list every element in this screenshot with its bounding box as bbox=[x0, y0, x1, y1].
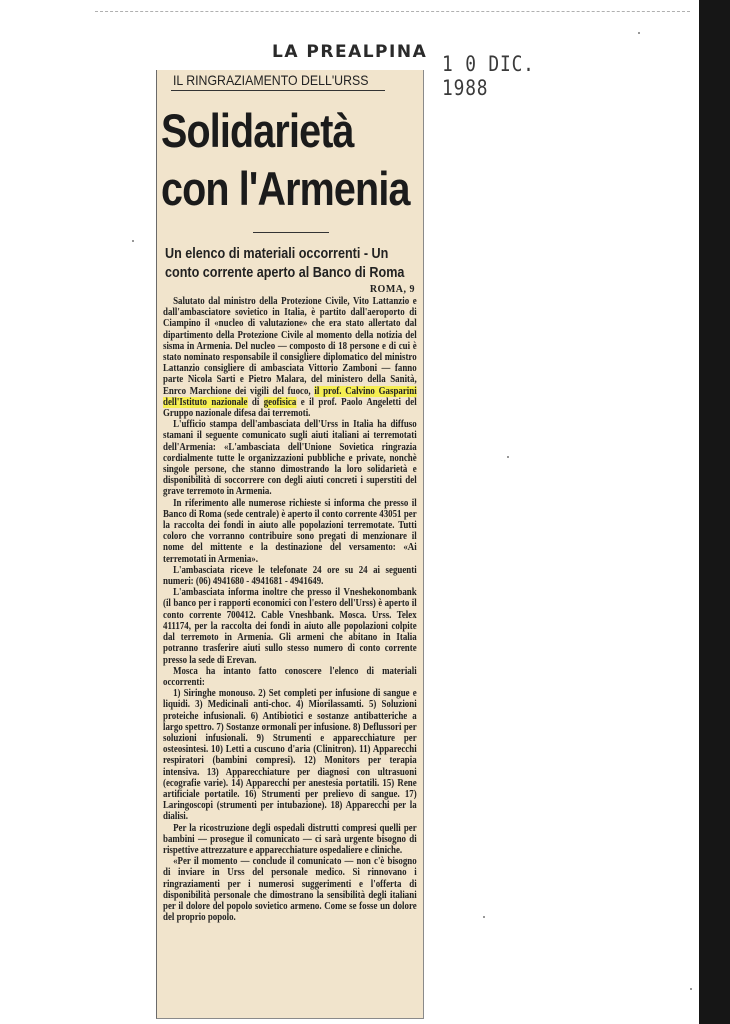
article-kicker: IL RINGRAZIAMENTO DELL'URSS bbox=[173, 72, 369, 88]
page-top-border bbox=[95, 11, 690, 12]
title-line-1: Solidarietà bbox=[161, 104, 354, 157]
paragraph-4: L'ambasciata riceve le telefonate 24 ore su 24 ai seguenti numeri: (06) 4941680 - 4941681 - 4941649. bbox=[163, 564, 417, 588]
article-title bbox=[161, 102, 421, 218]
highlighted-text-1: il prof. Calvino Gasparini dell'Istituto nazionale bbox=[163, 385, 417, 408]
newspaper-clipping bbox=[156, 70, 424, 1019]
paragraph-1: Salutato dal ministro della Protezione Civile, Vito Lattanzio e dall'ambasciatore sovietico in Italia, è partito dall'aeroporto di Ciampino il «nucleo di valutazione» che era stato allertato dal dipartimento della Protezione Civile al momento della notizia del sisma in Armenia. Del nucleo — composto di 18 persone e di cui è stato nominato responsabile il consigliere diplomatico del ministro Lattanzio consigliere di ambasciata Vittorio Zamboni — fanno parte Nicola Sarti e Pietro Malara, del ministero della Sanità, Enrco Marchione dei vigili del fuoco, il prof. Calvino Gasparini dell'Istituto nazionale di geofisica e il prof. Paolo Angeletti del Gruppo nazionale difesa dai terremoti. bbox=[163, 296, 417, 420]
paragraph-9: «Per il momento — conclude il comunicato — non c'è bisogno di inviare in Urss del personale medico. Si rinnovano i ringraziamenti per i numerosi suggerimenti e l'offerta di disponibilità personale che dimostrano la sensibilità degli italiani per il dolore del popolo sovietico armeno. Come se fosse un dolore del proprio popolo. bbox=[163, 856, 417, 924]
paragraph-2: L'ufficio stampa dell'ambasciata dell'Urss in Italia ha diffuso stamani il seguente comunicato sugli aiuti italiani ai terremotati dell'Armenia: «L'ambasciata dell'Unione Sovietica ringrazia cordialmente tutte le organizzazioni pubbliche e private, nonchè singole persone, che stanno dimostrando la loro solidarietà e disponibilità di soccorrere con degli aiuti concreti i superstiti del grave terremoto in Armenia. bbox=[163, 419, 417, 498]
paragraph-5: L'ambasciata informa inoltre che presso il Vneshekonombank (il banco per i rapporti economici con l'estero dell'Urss) è aperto il conto corrente 700412. Cable Vneshbank. Mosca. Urss. Telex 411174, per la raccolta dei fondi in aiuto alle popolazioni colpite dal terremoto in Armenia. Gli armeni che abitano in Italia potranno trasferire aiuti sullo stesso numero di conto corrente presso la sede di Erevan. bbox=[163, 587, 417, 666]
article-subtitle: Un elenco di materiali occorrenti - Un conto corrente aperto al Banco di Roma bbox=[165, 245, 405, 281]
date-stamp: 1 0 DIC. 1988 bbox=[442, 52, 535, 100]
scan-speck bbox=[507, 456, 509, 458]
article-body bbox=[163, 296, 417, 923]
paragraph-7: 1) Siringhe monouso. 2) Set completi per infusione di sangue e liquidi. 3) Medicinali anti-choc. 4) Miorilassamti. 5) Soluzioni proteiche infusionali. 6) Antibiotici e sostanze antibatteriche a largo spettro. 7) Sostanze ormonali per infusione. 8) Deflussori per soluzioni infusionali. 9) Strumenti e apparecchiature per osteosintesi. 10) Letti a cuscuno d'aria (Clinitron). 11) Apparecchi respiratori (bambini compresi). 12) Monitors per terapia intensiva. 13) Apparecchiature per diagnosi con ultrasuoni (ecografie varie). 14) Apparecchi per anestesia portatili. 15) Rene artificiale portatile. 16) Strumenti per prelievo di sangue. 17) Laringoscopi (strumenti per intubazione). 18) Apparecchi per la dialisi. bbox=[163, 688, 417, 823]
highlighted-text-2: geofisica bbox=[263, 396, 297, 408]
paragraph-8: Per la ricostruzione degli ospedali distrutti compresi quelli per bambini — prosegue il comunicato — ci sarà urgente bisogno di rispettive attrezzature e apparecchiature ospedaliere e cliniche. bbox=[163, 822, 417, 856]
scan-speck bbox=[690, 988, 692, 990]
paragraph-3: In riferimento alle numerose richieste si informa che presso il Banco di Roma (sede centrale) è aperto il conto corrente 43051 per la raccolta dei fondi in aiuto alle popolazioni terremotate. Tutti coloro che vorranno contribuire sono pregati di menzionare il nome del mittente e la destinazione del versamento: «Ai terremotati in Armenia». bbox=[163, 497, 417, 565]
article-dateline: ROMA, 9 bbox=[369, 284, 415, 295]
title-divider bbox=[253, 232, 329, 233]
scan-edge-shadow bbox=[699, 0, 730, 1024]
paragraph-6: Mosca ha intanto fatto conoscere l'elenco di materiali occorrenti: bbox=[163, 665, 417, 688]
scan-speck bbox=[132, 240, 134, 242]
scan-speck bbox=[483, 916, 485, 918]
scan-speck bbox=[638, 32, 640, 34]
title-line-2: con l'Armenia bbox=[161, 162, 410, 215]
newspaper-masthead: LA PREALPINA bbox=[272, 42, 428, 62]
kicker-underline bbox=[171, 90, 385, 91]
